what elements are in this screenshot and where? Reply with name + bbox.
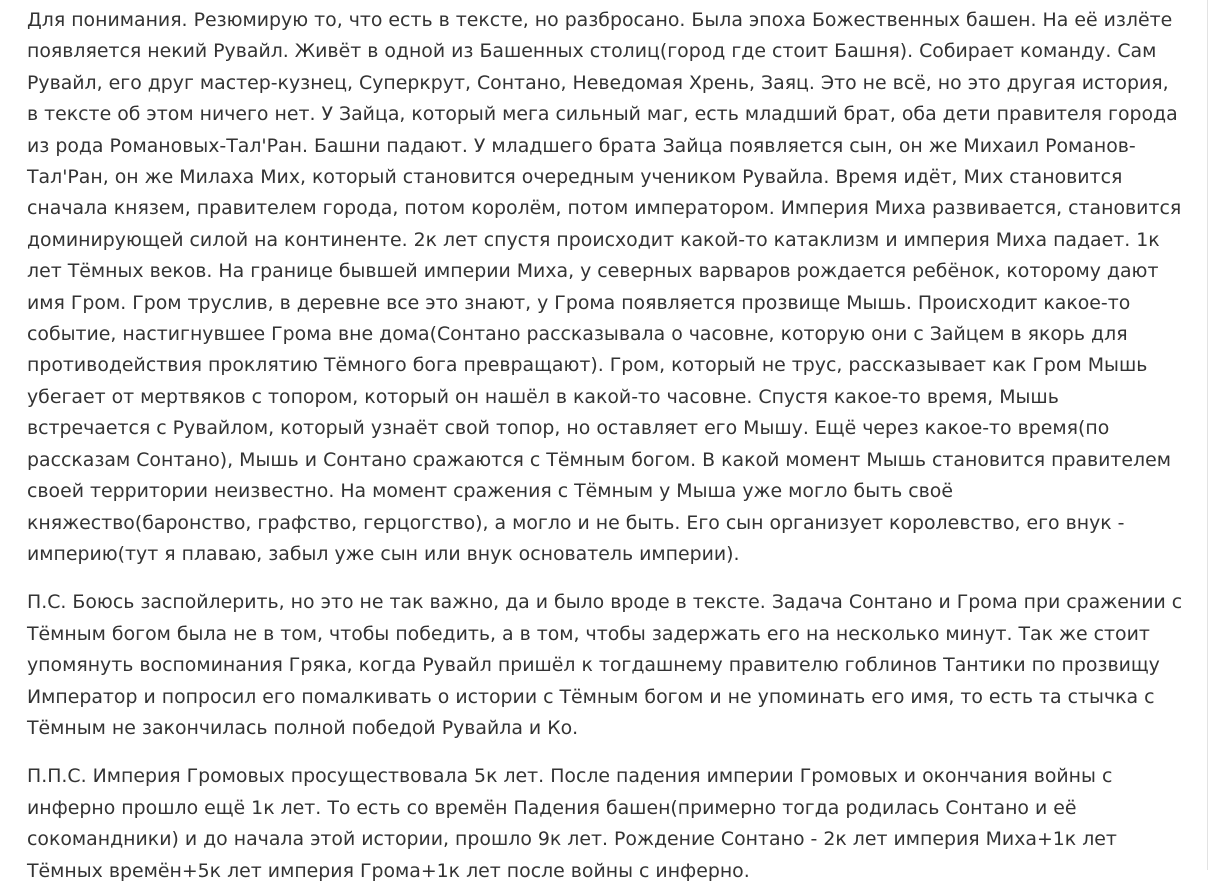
paragraph-summary: Для понимания. Резюмирую то, что есть в тексте, но разбросано. Была эпоха Божественных башен. На её излёте появляется некий Рувайл. Живёт в одной из Башенных столиц(город где стоит Башня). Собирает команду. Сам Рувайл, его друг мастер-кузнец, Суперкрут, Сонтано, Неведомая Хрень, Заяц. Это не всё, но это другая история, в тексте об этом ничего нет. У Зайца, который мега сильный маг, есть младший брат, оба дети правителя города из рода Романовых-Тал'Ран. Башни падают. У младшего брата Зайца появляется сын, он же Михаил Романов-Тал'Ран, он же Милаха Мих, который становится очередным учеником Рувайла. Время идёт, Мих становится сначала князем, правителем города, потом королём, потом императором. Империя Миха развивается, становится доминирующей силой на континенте. 2к лет спустя происходит какой-то катаклизм и империя Миха падает. 1к лет Тёмных веков. На границе бывшей империи Миха, у северных варваров рождается ребёнок, которому дают имя Гром. Гром труслив, в деревне все это знают, у Грома появляется прозвище Мышь. Происходит какое-то событие, настигнувшее Грома вне дома(Сонтано рассказывала о часовне, которую они с Зайцем в якорь для противодействия проклятию Тёмного бога превращают). Гром, который не трус, рассказывает как Гром Мышь убегает от мертвяков с топором, который он нашёл в какой-то часовне. Спустя какое-то время, Мышь встречается с Рувайлом, который узнаёт свой топор, но оставляет его Мышу. Ещё через какое-то время(по рассказам Сонтано), Мышь и Сонтано сражаются с Тёмным богом. В какой момент Мышь становится правителем своей территории неизвестно. На момент сражения с Тёмным у Мыша уже могло быть своё княжество(баронство, графство, герцогство), а могло и не быть. Его сын организует королевство, его внук - империю(тут я плаваю, забыл уже сын или внук основатель империи).	[27, 9, 1182, 565]
paragraph-pps: П.П.С. Империя Громовых просуществовала 5к лет. После падения империи Громовых и окончания войны с инферно прошло ещё 1к лет. То есть со времён Падения башен(примерно тогда родилась Сонтано и её сокомандники) и до начала этой истории, прошло 9к лет. Рождение Сонтано - 2к лет империя Миха+1к лет Тёмных времён+5к лет империя Грома+1к лет после войны с инферно.	[27, 765, 1117, 882]
paragraph-ps: П.С. Боюсь заспойлерить, но это не так важно, да и было вроде в тексте. Задача Сонтано и Грома при сражении с Тёмным богом была не в том, чтобы победить, а в том, чтобы задержать его на несколько минут. Так же стоит упомянуть воспоминания Гряка, когда Рувайл пришёл к тогдашнему правителю гоблинов Тантики по прозвищу Император и попросил его помалкивать о истории с Тёмным богом и не упоминать его имя, то есть та стычка с Тёмным не закончилась полной победой Рувайла и Ко.	[27, 591, 1183, 739]
